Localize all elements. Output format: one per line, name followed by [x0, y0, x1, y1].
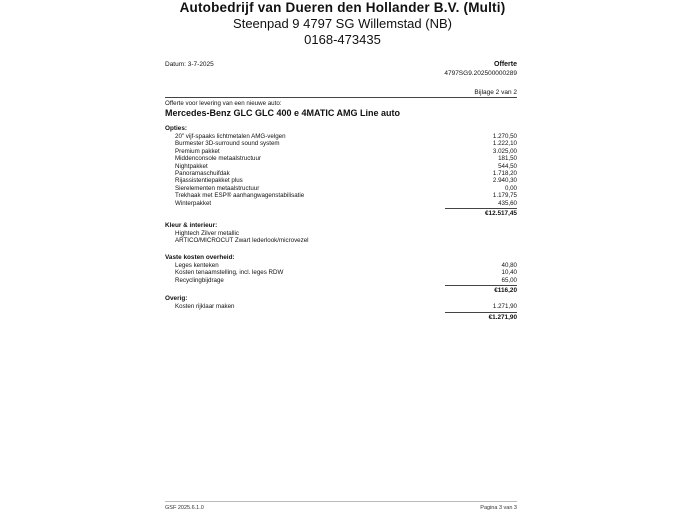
cost-line — [165, 277, 517, 284]
section-title-opties: Opties: — [165, 125, 188, 132]
cost-line-value: 65,00 — [501, 276, 517, 284]
option-line — [165, 140, 517, 147]
option-line-label: 20" vijf-spaaks lichtmetalen AMG-velgen — [175, 133, 286, 140]
option-line-value: 1.718,20 — [492, 170, 517, 178]
other-line-label: Kosten rijklaar maken — [175, 303, 235, 311]
cost-line-label: Leges kenteken — [175, 261, 219, 269]
other-line-value: 1.271,90 — [492, 303, 517, 311]
document-type: Offerte — [494, 61, 517, 68]
option-line-label: Nightpakket — [175, 162, 208, 170]
cost-line-value: 40,80 — [501, 261, 517, 269]
overig-total: €1.271,90 — [445, 312, 517, 322]
color-line: ARTICO/MICROCUT Zwart lederlook/microvezel — [175, 237, 309, 245]
color-line: Hightech Zilver metallic — [175, 230, 239, 238]
option-line-label: Panoramaschuifdak — [175, 170, 230, 178]
company-name: Autobedrijf van Dueren den Hollander B.V. (Multi) — [179, 0, 506, 15]
option-line-label: Rijassistentiepakket plus — [175, 177, 243, 185]
option-line — [165, 170, 517, 177]
header-divider — [165, 97, 517, 98]
footer-page-number: Pagina 3 van 3 — [480, 505, 517, 511]
option-line-value: 435,60 — [498, 199, 517, 207]
option-line — [165, 155, 517, 162]
section-title-vaste-kosten: Vaste kosten overheid: — [165, 253, 235, 261]
vaste-kosten-total: €116,20 — [445, 285, 517, 295]
section-title-overig: Overig: — [165, 295, 188, 303]
cost-line-label: Kosten tenaamstelling, incl. leges RDW — [175, 269, 284, 277]
option-line-label: Burmester 3D-surround sound system — [175, 140, 280, 148]
company-address: Steenpad 9 4797 SG Willemstad (NB) — [233, 16, 452, 31]
option-line-label: Winterpakket — [175, 199, 212, 207]
footer-version: GSF 2025.6.1.0 — [165, 505, 204, 511]
other-line — [165, 303, 517, 310]
offer-intro: Offerte voor levering van een nieuwe auto: — [165, 100, 282, 107]
section-title-kleur: Kleur & interieur: — [165, 222, 218, 230]
option-line-value: 1.270,50 — [492, 133, 517, 140]
company-phone: 0168-473435 — [304, 32, 381, 47]
option-line — [165, 200, 517, 207]
option-line — [165, 185, 517, 192]
option-line-label: Trekhaak met ESP® aanhangwagenstabilisatie — [175, 192, 305, 200]
option-line — [165, 148, 517, 155]
kleur-list — [165, 230, 517, 245]
option-line — [165, 192, 517, 199]
attachment-label: Bijlage 2 van 2 — [474, 89, 517, 96]
option-line-value: 0,00 — [504, 184, 517, 192]
opties-list — [165, 133, 517, 207]
option-line — [165, 133, 517, 140]
overig-list — [165, 303, 517, 310]
cost-line-value: 10,40 — [501, 269, 517, 277]
option-line-value: 544,50 — [498, 162, 517, 170]
option-line-label: Sierelementen metaalstructuur — [175, 184, 260, 192]
offer-body — [165, 100, 517, 322]
opties-total: €12.517,45 — [445, 208, 517, 218]
document-meta — [165, 60, 517, 97]
option-line-label: Premium pakket — [175, 147, 220, 155]
footer-divider — [165, 501, 517, 502]
option-line-value: 2.940,30 — [492, 177, 517, 185]
option-line-value: 181,50 — [498, 155, 517, 163]
option-line — [165, 177, 517, 184]
cost-line-label: Recyclingbijdrage — [175, 276, 224, 284]
document-reference: 4797SG9.202500000289 — [444, 70, 517, 77]
cost-line — [165, 262, 517, 269]
document-date: Datum: 3-7-2025 — [165, 61, 214, 68]
option-line-label: Middenconsole metaalstructuur — [175, 155, 261, 163]
page-footer — [165, 505, 517, 511]
cost-line — [165, 269, 517, 276]
letterhead — [0, 0, 685, 48]
option-line-value: 1.179,75 — [492, 192, 517, 200]
option-line-value: 3.025,00 — [492, 147, 517, 155]
option-line — [165, 163, 517, 170]
option-line-value: 1.222,10 — [492, 140, 517, 148]
car-title: Mercedes-Benz GLC GLC 400 e 4MATIC AMG Line auto — [165, 108, 401, 118]
vaste-kosten-list — [165, 262, 517, 284]
